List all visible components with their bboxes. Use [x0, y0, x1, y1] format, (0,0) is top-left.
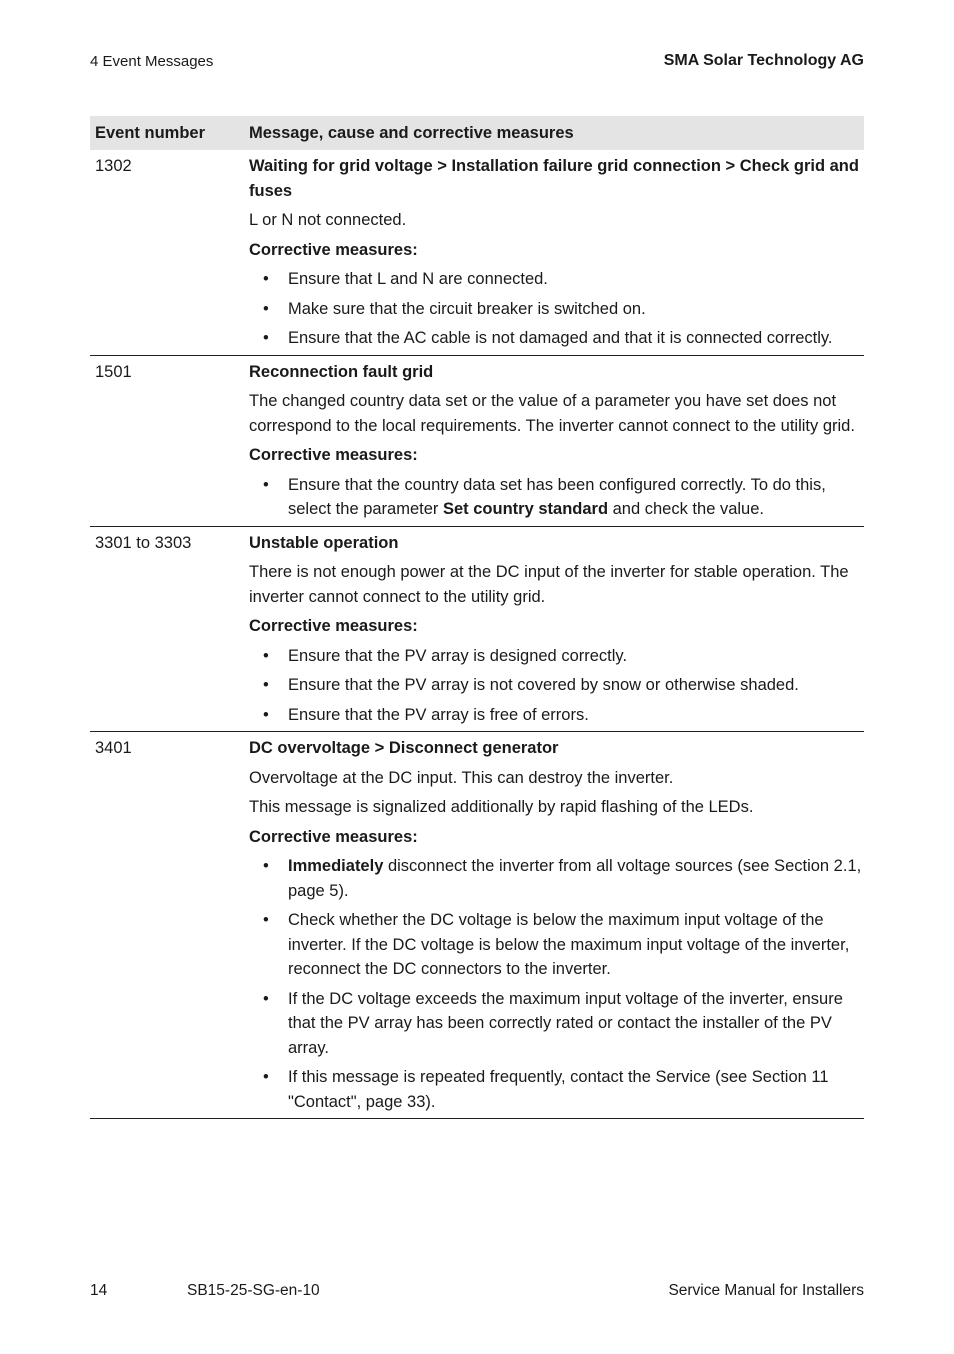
list-item: • Ensure that the AC cable is not damaged and that it is connected correctly. — [249, 326, 862, 351]
list-item: • If the DC voltage exceeds the maximum input voltage of the inverter, ensure that the PV array has been correctly rated or contact the installer of the PV array. — [249, 987, 862, 1061]
event-number: 1302 — [90, 150, 245, 355]
list-item: • Ensure that L and N are connected. — [249, 267, 862, 292]
corrective-measures-list — [249, 854, 862, 1114]
event-title: Reconnection fault grid — [249, 362, 434, 381]
event-message-cell — [245, 150, 864, 355]
corrective-measures-label: Corrective measures: — [249, 240, 418, 259]
event-number: 3401 — [90, 732, 245, 1119]
table-row — [90, 732, 864, 1119]
event-title: Waiting for grid voltage > Installation failure grid connection > Check grid and fuses — [249, 157, 859, 200]
list-item: • Ensure that the PV array is not covered by snow or otherwise shaded. — [249, 673, 862, 698]
corrective-measures-list — [249, 473, 862, 522]
footer-document-id: SB15-25-SG-en-10 — [187, 1282, 320, 1299]
list-item: • Make sure that the circuit breaker is switched on. — [249, 297, 862, 322]
corrective-measures-label: Corrective measures: — [249, 617, 418, 635]
measure-text: and check the value. — [608, 500, 764, 518]
list-item: • If this message is repeated frequently, contact the Service (see Section 11 "Contact", page 33). — [249, 1065, 862, 1114]
table-row — [90, 150, 864, 355]
running-header-company: SMA Solar Technology AG — [663, 52, 864, 69]
list-item — [249, 854, 862, 903]
table-header-row — [90, 116, 864, 150]
emphasis-text: Immediately — [288, 857, 384, 875]
corrective-measures-list — [249, 267, 862, 351]
column-header-message: Message, cause and corrective measures — [245, 116, 864, 150]
corrective-measures-label: Corrective measures: — [249, 446, 418, 464]
event-message-cell — [245, 732, 864, 1119]
event-cause: The changed country data set or the value of a parameter you have set does not correspond to the local requirements. The inverter cannot connect to the utility grid. — [249, 392, 855, 435]
event-message-cell — [245, 526, 864, 732]
event-title: DC overvoltage > Disconnect generator — [249, 739, 559, 757]
list-item: • Check whether the DC voltage is below the maximum input voltage of the inverter. If the DC voltage is below the maximum input voltage of the inverter, reconnect the DC connectors to the inverter. — [249, 908, 862, 982]
event-cause: This message is signalized additionally by rapid flashing of the LEDs. — [249, 798, 754, 816]
corrective-measures-list — [249, 644, 862, 728]
event-number: 3301 to 3303 — [90, 526, 245, 732]
list-item: • Ensure that the PV array is designed correctly. — [249, 644, 862, 669]
list-item: • Ensure that the PV array is free of errors. — [249, 703, 862, 728]
column-header-event-number: Event number — [90, 116, 245, 150]
table-row — [90, 526, 864, 732]
list-item — [249, 473, 862, 522]
event-title: Unstable operation — [249, 533, 399, 552]
running-header-section: 4 Event Messages — [90, 53, 214, 70]
event-number: 1501 — [90, 355, 245, 526]
event-cause: There is not enough power at the DC input of the inverter for stable operation. The inverter cannot connect to the utility grid. — [249, 563, 849, 606]
parameter-name: Set country standard — [443, 500, 609, 518]
measure-text: Ensure that the country data set has been configured correctly. To do this, select the parameter — [288, 475, 826, 518]
footer-manual-title: Service Manual for Installers — [668, 1282, 864, 1299]
measure-text: disconnect the inverter from all voltage sources (see Section 2.1, page 5). — [288, 857, 862, 900]
footer-page-number: 14 — [90, 1282, 108, 1299]
event-cause: L or N not connected. — [249, 211, 407, 229]
table-row — [90, 355, 864, 526]
corrective-measures-label: Corrective measures: — [249, 827, 418, 846]
event-message-cell — [245, 355, 864, 526]
event-cause: Overvoltage at the DC input. This can destroy the inverter. — [249, 768, 674, 787]
event-messages-table — [90, 116, 864, 1119]
